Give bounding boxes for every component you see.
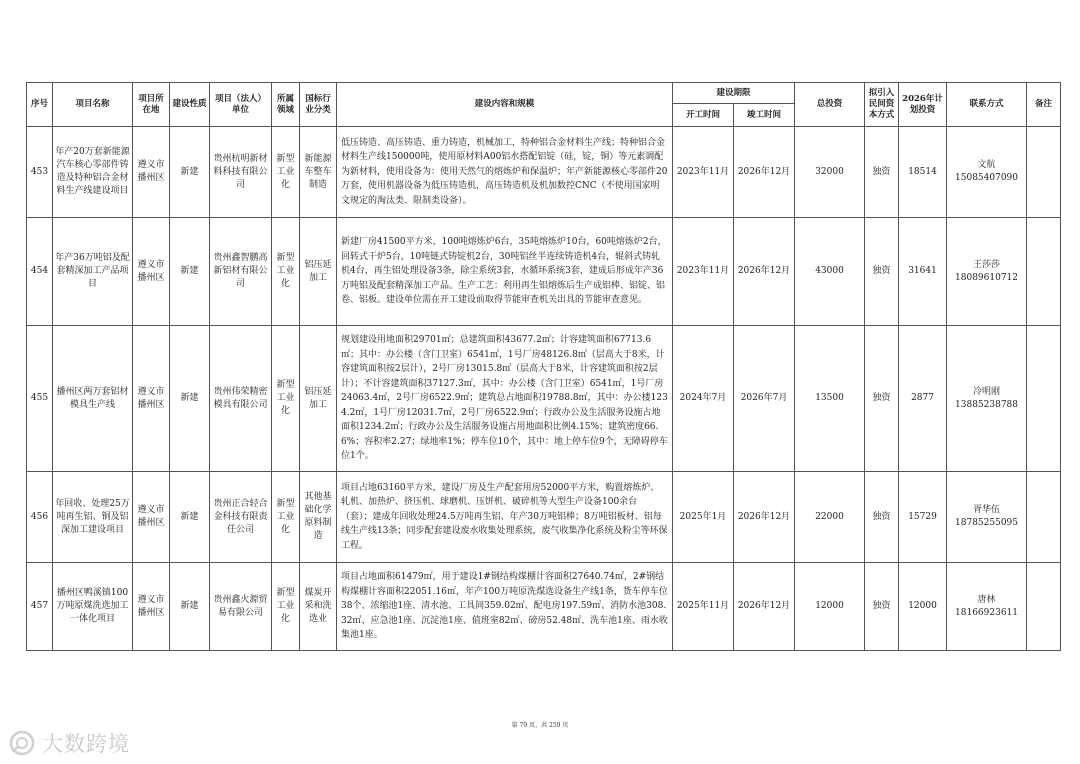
cell-start: 2024年7月 bbox=[673, 326, 734, 472]
cell-start: 2023年11月 bbox=[673, 218, 734, 326]
cell-end: 2026年7月 bbox=[734, 326, 795, 472]
cell-start: 2025年11月 bbox=[673, 563, 734, 651]
contact-phone: 18785255095 bbox=[955, 518, 1019, 528]
watermark-logo bbox=[8, 727, 130, 759]
header-period: 建设期限 bbox=[673, 83, 795, 104]
cell-end: 2026年12月 bbox=[734, 563, 795, 651]
project-table bbox=[26, 82, 1061, 651]
cell-industry: 铝压延加工 bbox=[300, 326, 337, 472]
cell-industry: 新能源车整车制造 bbox=[300, 127, 337, 218]
cell-name: 年回收、处理25万吨再生铝、铜及铝深加工建设项目 bbox=[53, 472, 133, 563]
contact-name: 王莎莎 bbox=[973, 259, 1001, 270]
contact-phone: 13885238788 bbox=[955, 399, 1019, 410]
cell-field: 新型工业化 bbox=[272, 326, 300, 472]
cell-nature: 新建 bbox=[170, 127, 210, 218]
cell-remark bbox=[1027, 472, 1061, 563]
cell-content: 项目占地面积61479㎡，用于建设1#钢结构煤棚计容面积27640.74㎡，2#钢结构煤棚计容面积22051.16㎡，年产100万吨原洗煤选设备生产线1条，货车停车位38个、浓缩池1座、清水池、工具间359.02㎡、配电房197.59㎡、消防水池308.32㎡、应急池1座、沉淀池1座、值班室82㎡、磅房52.48㎡、洗车池1座、雨水收集池1座。 bbox=[337, 563, 673, 651]
cell-nature: 新建 bbox=[170, 218, 210, 326]
cell-content: 低压铸造、高压铸造、重力铸造，机械加工，特种铝合金材料生产线；特种铝合金材料生产线150000吨，使用原材料A00铝水搭配铝锭（硅，锭，铜）等元素调配为新材料，使用设备为：使用天然气的熔炼炉和保温炉；年产新能源核心零部件20万套，使用机器设备为低压铸造机，高压铸造机及机加数控CNC（不使用国家明文规定的淘汰类、限制类设备）。 bbox=[337, 127, 673, 218]
contact-name: 胥华伍 bbox=[973, 505, 1001, 515]
contact-name: 文航 bbox=[977, 160, 996, 170]
cell-invest: 13500 bbox=[795, 326, 865, 472]
cell-unit: 贵州杭明新材料科技有限公司 bbox=[210, 127, 272, 218]
cell-contact bbox=[947, 563, 1027, 651]
cell-remark bbox=[1027, 563, 1061, 651]
cell-seq: 455 bbox=[27, 326, 53, 472]
cell-start: 2023年11月 bbox=[673, 127, 734, 218]
cell-nature: 新建 bbox=[170, 563, 210, 651]
contact-phone: 18166923611 bbox=[955, 607, 1019, 618]
cell-name: 播州区两万套铝材模具生产线 bbox=[53, 326, 133, 472]
cell-location: 遵义市播州区 bbox=[133, 127, 170, 218]
cell-industry: 其他基础化学原料制造 bbox=[300, 472, 337, 563]
header-nature: 建设性质 bbox=[170, 83, 210, 127]
cell-seq: 457 bbox=[27, 563, 53, 651]
cell-location: 遵义市播州区 bbox=[133, 218, 170, 326]
cell-content: 规划建设用地面积29701㎡；总建筑面积43677.2㎡；计容建筑面积67713.6㎡；其中：办公楼（含门卫室）6541㎡，1号厂房48126.8㎡（层高大于8米，计容建筑面积按2层计），2号厂房13015.8㎡（层高大于8米，计容建筑面积按2层计）；不计容建筑面积37127.3㎡，其中：办公楼（含门卫室）6541㎡，1号厂房24063.4㎡，2号厂房6522.9㎡；建筑总占地面积19788.8㎡，其中：办公楼1234.2㎡，1号厂房12031.7㎡，2号厂房6522.9㎡；行政办公及生活服务设施占地面积1234.2㎡；行政办公及生活服务设施占用地面积比例4.15%；建筑密度66.6%；容积率2.27；绿地率1%；停车位10个，其中：地上停车位9个，无障碍停车位1个。 bbox=[337, 326, 673, 472]
page-number: 第 79 页，共 259 页 bbox=[511, 722, 569, 729]
table-row bbox=[27, 563, 1061, 651]
cell-mode: 独资 bbox=[865, 326, 899, 472]
header-field: 所属领域 bbox=[272, 83, 300, 127]
header-remark: 备注 bbox=[1027, 83, 1061, 127]
header-contact: 联系方式 bbox=[947, 83, 1027, 127]
cell-invest: 22000 bbox=[795, 472, 865, 563]
cell-invest: 32000 bbox=[795, 127, 865, 218]
contact-phone: 18089610712 bbox=[955, 272, 1019, 283]
cell-industry: 煤炭开采和洗选业 bbox=[300, 563, 337, 651]
cell-remark bbox=[1027, 326, 1061, 472]
contact-phone: 15085407090 bbox=[955, 173, 1019, 183]
cell-start: 2025年1月 bbox=[673, 472, 734, 563]
brand-logo-icon bbox=[8, 729, 38, 757]
cell-field: 新型工业化 bbox=[272, 472, 300, 563]
cell-seq: 454 bbox=[27, 218, 53, 326]
cell-end: 2026年12月 bbox=[734, 472, 795, 563]
cell-mode: 独资 bbox=[865, 563, 899, 651]
table-row bbox=[27, 326, 1061, 472]
cell-nature: 新建 bbox=[170, 472, 210, 563]
cell-location: 遵义市播州区 bbox=[133, 326, 170, 472]
watermark-text: 大数跨境 bbox=[42, 732, 130, 756]
header-unit: 项目（法人）单位 bbox=[210, 83, 272, 127]
cell-unit: 贵州鑫火源贸易有限公司 bbox=[210, 563, 272, 651]
cell-name: 播州区鸭溪镇100万吨原煤洗选加工一体化项目 bbox=[53, 563, 133, 651]
cell-remark bbox=[1027, 218, 1061, 326]
cell-name: 年产36万吨铝及配套精深加工产品项目 bbox=[53, 218, 133, 326]
header-content: 建设内容和规模 bbox=[337, 83, 673, 127]
cell-location: 遵义市播州区 bbox=[133, 472, 170, 563]
cell-name: 年产20万套新能源汽车核心零部件铸造及特种铝合金材料生产线建设项目 bbox=[53, 127, 133, 218]
cell-contact bbox=[947, 326, 1027, 472]
cell-contact bbox=[947, 472, 1027, 563]
cell-field: 新型工业化 bbox=[272, 563, 300, 651]
cell-remark bbox=[1027, 127, 1061, 218]
cell-seq: 453 bbox=[27, 127, 53, 218]
header-seq: 序号 bbox=[27, 83, 53, 127]
cell-end: 2026年12月 bbox=[734, 127, 795, 218]
cell-mode: 独资 bbox=[865, 472, 899, 563]
cell-invest: 43000 bbox=[795, 218, 865, 326]
cell-mode: 独资 bbox=[865, 218, 899, 326]
cell-plan2026: 18514 bbox=[899, 127, 947, 218]
cell-plan2026: 15729 bbox=[899, 472, 947, 563]
table-header-row bbox=[27, 83, 1061, 104]
cell-unit: 贵州鑫智鹏高新铝材有限公司 bbox=[210, 218, 272, 326]
cell-plan2026: 12000 bbox=[899, 563, 947, 651]
header-plan2026: 2026年计划投资 bbox=[899, 83, 947, 127]
contact-name: 唐林 bbox=[977, 594, 996, 605]
contact-name: 冷明刚 bbox=[973, 386, 1001, 397]
cell-nature: 新建 bbox=[170, 326, 210, 472]
cell-mode: 独资 bbox=[865, 127, 899, 218]
table-row bbox=[27, 218, 1061, 326]
cell-content: 新建厂房41500平方米，100吨熔炼炉6台，35吨熔炼炉10台，60吨熔炼炉2台，回转式干炉5台，10吨链式铸锭机2台，30吨铝丝半连续铸造机4台，辊斜式铸轧机4台，再生铝处理设备3条，除尘系统3套，水循环系统3套，建成后形成年产36万吨铝及配套精深加工产品。生产工艺：利用再生铝熔炼后生产成铝棒、铝锭、铝卷、铝板。建设单位需在开工建设前取得节能审查机关出具的节能审查意见。 bbox=[337, 218, 673, 326]
cell-contact bbox=[947, 218, 1027, 326]
cell-end: 2026年12月 bbox=[734, 218, 795, 326]
cell-contact bbox=[947, 127, 1027, 218]
cell-unit: 贵州正合轻合金科技有限责任公司 bbox=[210, 472, 272, 563]
header-end: 竣工时间 bbox=[734, 104, 795, 127]
header-start: 开工时间 bbox=[673, 104, 734, 127]
header-industry: 国标行业分类 bbox=[300, 83, 337, 127]
cell-seq: 456 bbox=[27, 472, 53, 563]
header-invest: 总投资 bbox=[795, 83, 865, 127]
cell-location: 遵义市播州区 bbox=[133, 563, 170, 651]
cell-unit: 贵州伟荣精密模具有限公司 bbox=[210, 326, 272, 472]
cell-plan2026: 2877 bbox=[899, 326, 947, 472]
cell-invest: 12000 bbox=[795, 563, 865, 651]
header-location: 项目所在地 bbox=[133, 83, 170, 127]
table-row bbox=[27, 127, 1061, 218]
cell-field: 新型工业化 bbox=[272, 127, 300, 218]
header-name: 项目名称 bbox=[53, 83, 133, 127]
table-row bbox=[27, 472, 1061, 563]
cell-industry: 铝压延加工 bbox=[300, 218, 337, 326]
cell-content: 项目占地63160平方米，建设厂房及生产配套用房52000平方米，购置熔炼炉、轧机、加热炉、挤压机、球磨机、压饼机、破碎机等大型生产设备100余台（套）；建成年回收处理24.5万吨再生铝、年产30万吨铝棒；8万吨铝板材、铝每线生产线13条；同步配套建设废水收集处理系统，废气收集净化系统及粉尘等环保工程。 bbox=[337, 472, 673, 563]
cell-field: 新型工业化 bbox=[272, 218, 300, 326]
header-mode: 拟引入民间资本方式 bbox=[865, 83, 899, 127]
cell-plan2026: 31641 bbox=[899, 218, 947, 326]
